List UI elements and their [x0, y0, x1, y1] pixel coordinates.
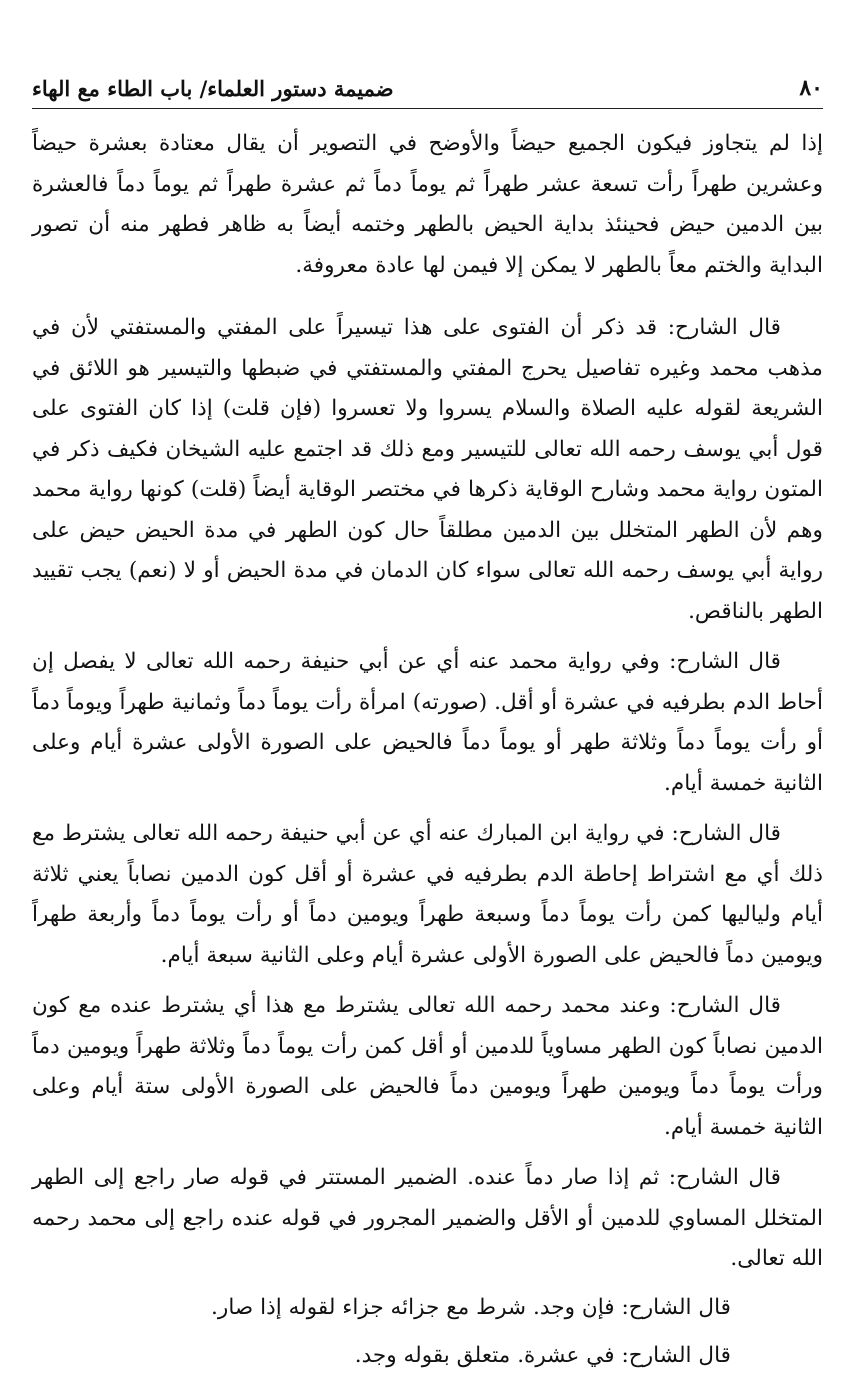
- paragraph-6: قال الشارح: ثم إذا صار دماً عنده. الضمير المستتر في قوله صار راجع إلى الطهر المتخلل المساوي للدمين أو الأقل والضمير المجرور في قوله عنده راجع إلى محمد رحمه الله تعالى.: [32, 1165, 823, 1271]
- paragraph-8: قال الشارح: في عشرة. متعلق بقوله وجد.: [354, 1343, 731, 1368]
- paragraph-5: قال الشارح: وعند محمد رحمه الله تعالى يشترط مع هذا أي يشترط عنده مع كون الدمين نصاباً كون الطهر مساوياً للدمين أو أقل كمن رأت يوماً دماً وثلاثة طهراً ويومين دماً ورأت يوماً دماً ويومين طهراً ويومين دماً فالحيض على الصورة الأولى ستة أيام وعلى الثانية خمسة أيام.: [32, 993, 823, 1140]
- paragraph-3: قال الشارح: وفي رواية محمد عنه أي عن أبي حنيفة رحمه الله تعالى لا يفصل إن أحاط الدم بطرفيه في عشرة أو أقل. (صورته) امرأة رأت يوماً دماً وثمانية طهراً ويوماً دماً أو رأت يوماً دماً وثلاثة طهر أو يوماً دماً فالحيض على الصورة الأولى عشرة أيام وعلى الثانية خمسة أيام.: [32, 649, 823, 796]
- page-body: [32, 124, 823, 1377]
- page-number: ٨٠: [799, 75, 823, 101]
- header-title: ضميمة دستور العلماء/ باب الطاء مع الهاء: [32, 75, 394, 101]
- running-header: [32, 68, 823, 109]
- paragraph-1: إذا لم يتجاوز فيكون الجميع حيضاً والأوضح في التصوير أن يقال معتادة بعشرة حيضاً وعشرين طهراً رأت تسعة عشر طهراً ثم يوماً دماً ثم عشرة طهراً ثم يوماً دماً فالعشرة بين الدمين حيض فحينئذ بداية الحيض بالطهر وختمه أيضاً به ظاهر فطهر منه أن تصور البداية والختم معاً بالطهر لا يمكن إلا فيمن لها عادة معروفة.: [32, 131, 823, 278]
- paragraph-7: قال الشارح: فإن وجد. شرط مع جزائه جزاء لقوله إذا صار.: [211, 1294, 731, 1320]
- paragraph-4: قال الشارح: في رواية ابن المبارك عنه أي عن أبي حنيفة رحمه الله تعالى يشترط مع ذلك أي مع اشتراط إحاطة الدم بطرفيه في عشرة أو أقل كون الدمين نصاباً يعني ثلاثة أيام ولياليها كمن رأت يوماً دماً وسبعة طهراً ويومين دماً أو رأت يوماً دماً وأربعة طهراً ويومين دماً فالحيض على الصورة الأولى عشرة أيام وعلى الثانية سبعة أيام.: [32, 821, 823, 968]
- paragraph-2: قال الشارح: قد ذكر أن الفتوى على هذا تيسيراً على المفتي والمستفتي لأن في مذهب محمد وغيره تفاصيل يحرج المفتي والمستفتي في ضبطها والتيسير هو اللائق في الشريعة لقوله عليه الصلاة والسلام يسروا ولا تعسروا (فإن قلت) إذا كان الفتوى على قول أبي يوسف رحمه الله تعالى للتيسير ومع ذلك قد اجتمع عليه الشيخان فكيف ذكر في المتون رواية محمد وشارح الوقاية ذكرها في مختصر الوقاية أيضاً (قلت) كونها رواية محمد وهم لأن الطهر المتخلل بين الدمين مطلقاً حال كون الطهر في مدة الحيض حيض على رواية أبي يوسف رحمه الله تعالى سواء كان الدمان في مدة الحيض أو لا (نعم) يجب تقييد الطهر بالناقص.: [32, 315, 823, 624]
